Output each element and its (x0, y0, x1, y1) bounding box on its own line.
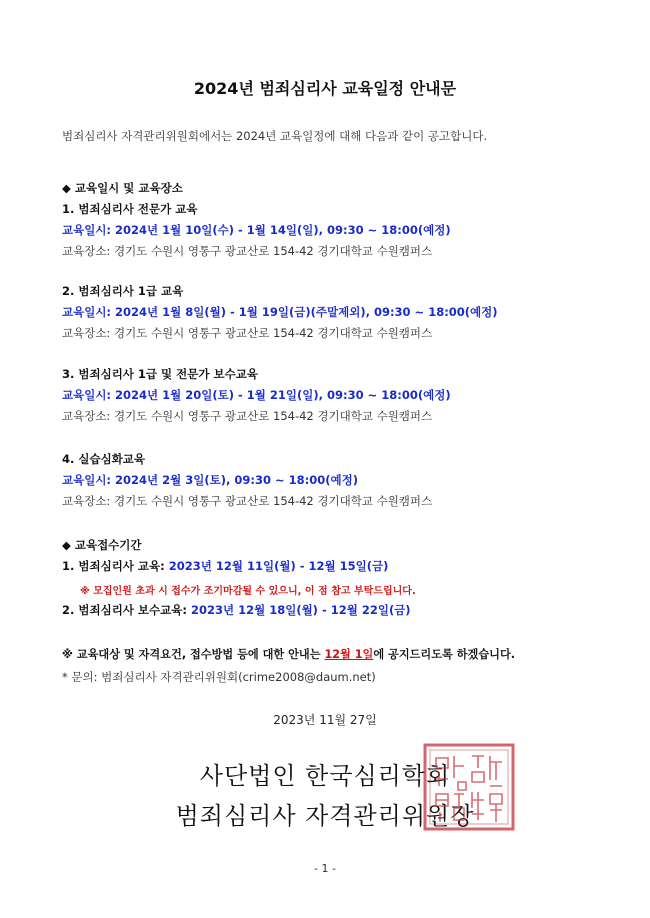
item-1-place: 교육장소: 경기도 수원시 영통구 광교산로 154-42 경기대학교 수원캠퍼스 (62, 244, 433, 258)
item-3-place: 교육장소: 경기도 수원시 영통구 광교산로 154-42 경기대학교 수원캠퍼스 (62, 409, 433, 423)
registration-1-label: 1. 범죄심리사 교육: (62, 559, 169, 573)
registration-line-2 (62, 602, 411, 618)
item-3-schedule: 교육일시: 2024년 1월 20일(토) - 1월 21일(일), 09:30 ~ 18:00(예정) (62, 388, 451, 402)
registration-note: ※ 모집인원 초과 시 접수가 조기마감될 수 있으니, 이 점 참고 부탁드립니다. (80, 586, 416, 597)
registration-1-period: 2023년 12월 11일(월) - 12월 15일(금) (168, 559, 389, 573)
item-3-title: 3. 범죄심리사 1급 및 전문가 보수교육 (62, 367, 258, 381)
item-2-schedule: 교육일시: 2024년 1월 8일(월) - 1월 19일(금)(주말제외), 09:30 ~ 18:00(예정) (62, 305, 498, 319)
notice-post: 에 공지드리도록 하겠습니다. (373, 648, 516, 661)
notice-pre: ※ 교육대상 및 자격요건, 접수방법 등에 대한 안내는 (62, 648, 325, 661)
registration-2-period: 2023년 12월 18일(월) - 12월 22일(금) (190, 603, 411, 617)
item-1-title: 1. 범죄심리사 전문가 교육 (62, 202, 198, 216)
document-date: 2023년 11월 27일 (273, 713, 377, 727)
item-2-place: 교육장소: 경기도 수원시 영통구 광교산로 154-42 경기대학교 수원캠퍼스 (62, 326, 433, 340)
notice-line (62, 646, 515, 662)
official-seal-stamp (422, 742, 516, 832)
item-1-schedule: 교육일시: 2024년 1월 10일(수) - 1월 14일(일), 09:30 ~ 18:00(예정) (62, 223, 451, 237)
notice-date-highlight: 12월 1일 (324, 648, 374, 661)
contact-info: * 문의: 범죄심리사 자격관리위원회(crime2008@daum.net) (62, 670, 376, 684)
signature-organization: 사단법인 한국심리학회 (199, 762, 451, 790)
item-2-title: 2. 범죄심리사 1급 교육 (62, 284, 184, 298)
item-4-schedule: 교육일시: 2024년 2월 3일(토), 09:30 ~ 18:00(예정) (62, 473, 358, 487)
item-4-place: 교육장소: 경기도 수원시 영통구 광교산로 154-42 경기대학교 수원캠퍼스 (62, 494, 433, 508)
registration-2-label: 2. 범죄심리사 보수교육: (62, 603, 191, 617)
registration-line-1 (62, 558, 388, 574)
section-heading-registration: ◆ 교육접수기간 (62, 538, 142, 552)
signature-title: 범죄심리사 자격관리위원장 (175, 802, 475, 830)
item-4-title: 4. 실습심화교육 (62, 452, 146, 466)
page-number: - 1 - (314, 862, 336, 875)
section-heading-schedule: ◆ 교육일시 및 교육장소 (62, 181, 183, 195)
page-title: 2024년 범죄심리사 교육일정 안내문 (193, 79, 457, 98)
intro-text: 범죄심리사 자격관리위원회에서는 2024년 교육일정에 대해 다음과 같이 공고합니다. (62, 129, 488, 143)
